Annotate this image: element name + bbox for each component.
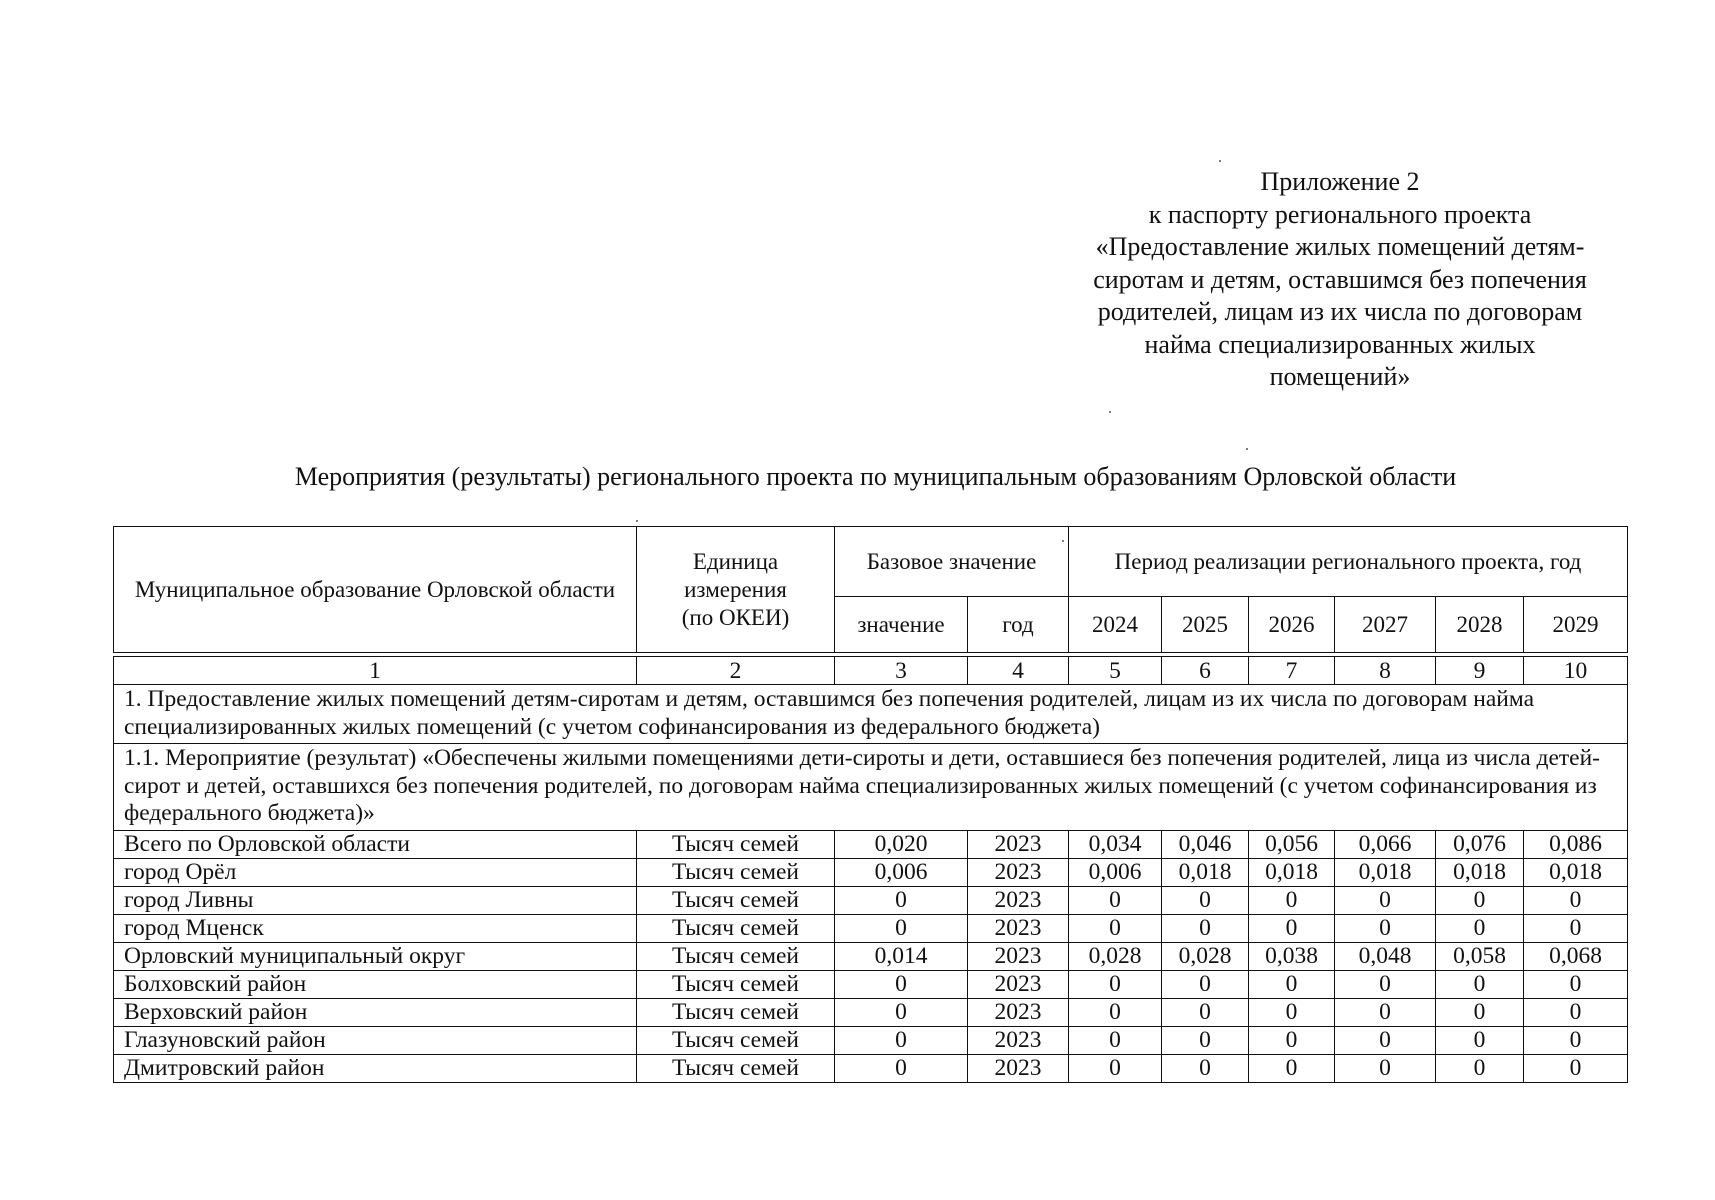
year-value-cell: 0 xyxy=(1069,886,1162,914)
municipality-cell: Всего по Орловской области xyxy=(114,830,637,858)
scan-speck xyxy=(1109,411,1111,413)
year-value-cell: 0 xyxy=(1162,1054,1249,1082)
year-value-cell: 0,066 xyxy=(1335,830,1436,858)
base-value-cell: 0,014 xyxy=(835,942,968,970)
year-value-cell: 0 xyxy=(1249,970,1335,998)
table-row xyxy=(114,970,1628,998)
appendix-line: «Предоставление жилых помещений детям- xyxy=(1095,232,1585,261)
scan-speck xyxy=(1219,160,1221,162)
year-value-cell: 0 xyxy=(1524,886,1628,914)
year-value-cell: 0,006 xyxy=(1069,858,1162,886)
year-value-cell: 0 xyxy=(1249,1026,1335,1054)
table-row xyxy=(114,886,1628,914)
municipality-cell: Дмитровский район xyxy=(114,1054,637,1082)
year-value-cell: 0 xyxy=(1524,998,1628,1026)
base-year-cell: 2023 xyxy=(968,970,1069,998)
year-value-cell: 0,076 xyxy=(1436,830,1524,858)
header-base-year: год xyxy=(968,597,1069,653)
base-year-cell: 2023 xyxy=(968,1054,1069,1082)
year-value-cell: 0 xyxy=(1524,914,1628,942)
section-row xyxy=(114,685,1628,744)
table-row xyxy=(114,858,1628,886)
column-number: 3 xyxy=(835,657,968,685)
header-year: 2026 xyxy=(1249,597,1335,653)
scan-speck xyxy=(1246,448,1248,450)
unit-cell: Тысяч семей xyxy=(637,998,835,1026)
header-unit: Единица измерения (по ОКЕИ) xyxy=(637,527,835,653)
year-value-cell: 0 xyxy=(1524,1026,1628,1054)
table-row xyxy=(114,1026,1628,1054)
base-year-cell: 2023 xyxy=(968,998,1069,1026)
municipality-cell: Болховский район xyxy=(114,970,637,998)
year-value-cell: 0,018 xyxy=(1335,858,1436,886)
table-row xyxy=(114,942,1628,970)
year-value-cell: 0,034 xyxy=(1069,830,1162,858)
year-value-cell: 0 xyxy=(1524,970,1628,998)
table-row xyxy=(114,830,1628,858)
column-number: 6 xyxy=(1162,657,1249,685)
appendix-line: найма специализированных жилых xyxy=(1144,329,1536,359)
appendix-line: к паспорту регионального проекта xyxy=(1148,199,1532,229)
unit-cell: Тысяч семей xyxy=(637,914,835,942)
base-year-cell: 2023 xyxy=(968,830,1069,858)
unit-cell: Тысяч семей xyxy=(637,886,835,914)
year-value-cell: 0,048 xyxy=(1335,942,1436,970)
year-value-cell: 0 xyxy=(1162,1026,1249,1054)
base-value-cell: 0 xyxy=(835,886,968,914)
appendix-header xyxy=(1050,166,1630,394)
column-number: 10 xyxy=(1524,657,1628,685)
header-year: 2024 xyxy=(1069,597,1162,653)
year-value-cell: 0,046 xyxy=(1162,830,1249,858)
header-base-value: значение xyxy=(835,597,968,653)
column-number: 4 xyxy=(968,657,1069,685)
year-value-cell: 0 xyxy=(1524,1054,1628,1082)
base-year-cell: 2023 xyxy=(968,858,1069,886)
year-value-cell: 0,018 xyxy=(1524,858,1628,886)
year-value-cell: 0 xyxy=(1069,1054,1162,1082)
column-number: 5 xyxy=(1069,657,1162,685)
column-number: 1 xyxy=(114,657,637,685)
column-number: 7 xyxy=(1249,657,1335,685)
year-value-cell: 0 xyxy=(1436,970,1524,998)
unit-cell: Тысяч семей xyxy=(637,830,835,858)
year-value-cell: 0,028 xyxy=(1162,942,1249,970)
year-value-cell: 0 xyxy=(1335,1054,1436,1082)
table-row xyxy=(114,998,1628,1026)
year-value-cell: 0,018 xyxy=(1162,858,1249,886)
year-value-cell: 0 xyxy=(1069,998,1162,1026)
section-1-1-title: 1.1. Мероприятие (результат) «Обеспечены жилыми помещениями дети-сироты и дети, оставшиеся без попечения родителей, лица из числа детей-сирот и детей, оставшихся без попечения родителей, по договорам найма специализированных жилых помещений (с учетом софинансирования из федерального бюджета)» xyxy=(114,744,1628,831)
header-year: 2027 xyxy=(1335,597,1436,653)
year-value-cell: 0 xyxy=(1249,914,1335,942)
base-year-cell: 2023 xyxy=(968,886,1069,914)
year-value-cell: 0 xyxy=(1249,886,1335,914)
year-value-cell: 0,018 xyxy=(1249,858,1335,886)
year-value-cell: 0 xyxy=(1162,914,1249,942)
year-value-cell: 0,058 xyxy=(1436,942,1524,970)
appendix-line: помещений» xyxy=(1269,362,1411,391)
column-number: 8 xyxy=(1335,657,1436,685)
year-value-cell: 0,038 xyxy=(1249,942,1335,970)
base-year-cell: 2023 xyxy=(968,914,1069,942)
table-row xyxy=(114,1054,1628,1082)
year-value-cell: 0 xyxy=(1436,1054,1524,1082)
year-value-cell: 0,028 xyxy=(1069,942,1162,970)
column-number: 9 xyxy=(1436,657,1524,685)
column-number-row xyxy=(114,657,1628,685)
year-value-cell: 0 xyxy=(1249,1054,1335,1082)
base-value-cell: 0 xyxy=(835,1054,968,1082)
year-value-cell: 0,056 xyxy=(1249,830,1335,858)
year-value-cell: 0 xyxy=(1335,998,1436,1026)
header-period: Период реализации регионального проекта, год xyxy=(1069,527,1628,597)
year-value-cell: 0 xyxy=(1335,886,1436,914)
header-year: 2025 xyxy=(1162,597,1249,653)
year-value-cell: 0 xyxy=(1069,914,1162,942)
unit-cell: Тысяч семей xyxy=(637,858,835,886)
unit-cell: Тысяч семей xyxy=(637,1026,835,1054)
year-value-cell: 0 xyxy=(1335,914,1436,942)
base-year-cell: 2023 xyxy=(968,942,1069,970)
base-value-cell: 0 xyxy=(835,1026,968,1054)
section-row xyxy=(114,744,1628,831)
year-value-cell: 0 xyxy=(1162,886,1249,914)
municipality-cell: Верховский район xyxy=(114,998,637,1026)
unit-cell: Тысяч семей xyxy=(637,970,835,998)
year-value-cell: 0 xyxy=(1436,886,1524,914)
table-row xyxy=(114,914,1628,942)
year-value-cell: 0 xyxy=(1249,998,1335,1026)
year-value-cell: 0 xyxy=(1436,914,1524,942)
column-number: 2 xyxy=(637,657,835,685)
year-value-cell: 0 xyxy=(1436,1026,1524,1054)
unit-cell: Тысяч семей xyxy=(637,1054,835,1082)
base-value-cell: 0,006 xyxy=(835,858,968,886)
base-value-cell: 0,020 xyxy=(835,830,968,858)
year-value-cell: 0 xyxy=(1335,1026,1436,1054)
header-year: 2028 xyxy=(1436,597,1524,653)
year-value-cell: 0 xyxy=(1162,970,1249,998)
municipality-cell: город Ливны xyxy=(114,886,637,914)
municipality-cell: город Мценск xyxy=(114,914,637,942)
appendix-line: Приложение 2 xyxy=(1260,167,1420,196)
scan-speck xyxy=(636,520,638,522)
document-title: Мероприятия (результаты) регионального проекта по муниципальным образованиям Орловской области xyxy=(294,462,1457,491)
municipality-cell: Орловский муниципальный округ xyxy=(114,942,637,970)
appendix-line: родителей, лицам из их числа по договорам xyxy=(1097,297,1583,326)
municipality-cell: город Орёл xyxy=(114,858,637,886)
base-value-cell: 0 xyxy=(835,970,968,998)
header-year: 2029 xyxy=(1524,597,1628,653)
year-value-cell: 0,086 xyxy=(1524,830,1628,858)
year-value-cell: 0 xyxy=(1436,998,1524,1026)
year-value-cell: 0 xyxy=(1069,970,1162,998)
municipality-cell: Глазуновский район xyxy=(114,1026,637,1054)
year-value-cell: 0,068 xyxy=(1524,942,1628,970)
base-value-cell: 0 xyxy=(835,998,968,1026)
header-municipality: Муниципальное образование Орловской области xyxy=(114,527,637,653)
year-value-cell: 0 xyxy=(1162,998,1249,1026)
section-1-title: 1. Предоставление жилых помещений детям-сиротам и детям, оставшимся без попечения родителей, лицам из их числа по договорам найма специализированных жилых помещений (с учетом софинансирования из федерального бюджета) xyxy=(114,685,1628,744)
year-value-cell: 0,018 xyxy=(1436,858,1524,886)
base-year-cell: 2023 xyxy=(968,1026,1069,1054)
table-header xyxy=(113,526,1628,653)
year-value-cell: 0 xyxy=(1069,1026,1162,1054)
data-table xyxy=(113,656,1628,1083)
base-value-cell: 0 xyxy=(835,914,968,942)
unit-cell: Тысяч семей xyxy=(637,942,835,970)
header-base: Базовое значение xyxy=(835,527,1069,597)
year-value-cell: 0 xyxy=(1335,970,1436,998)
appendix-line: сиротам и детям, оставшимся без попечения xyxy=(1093,264,1587,294)
